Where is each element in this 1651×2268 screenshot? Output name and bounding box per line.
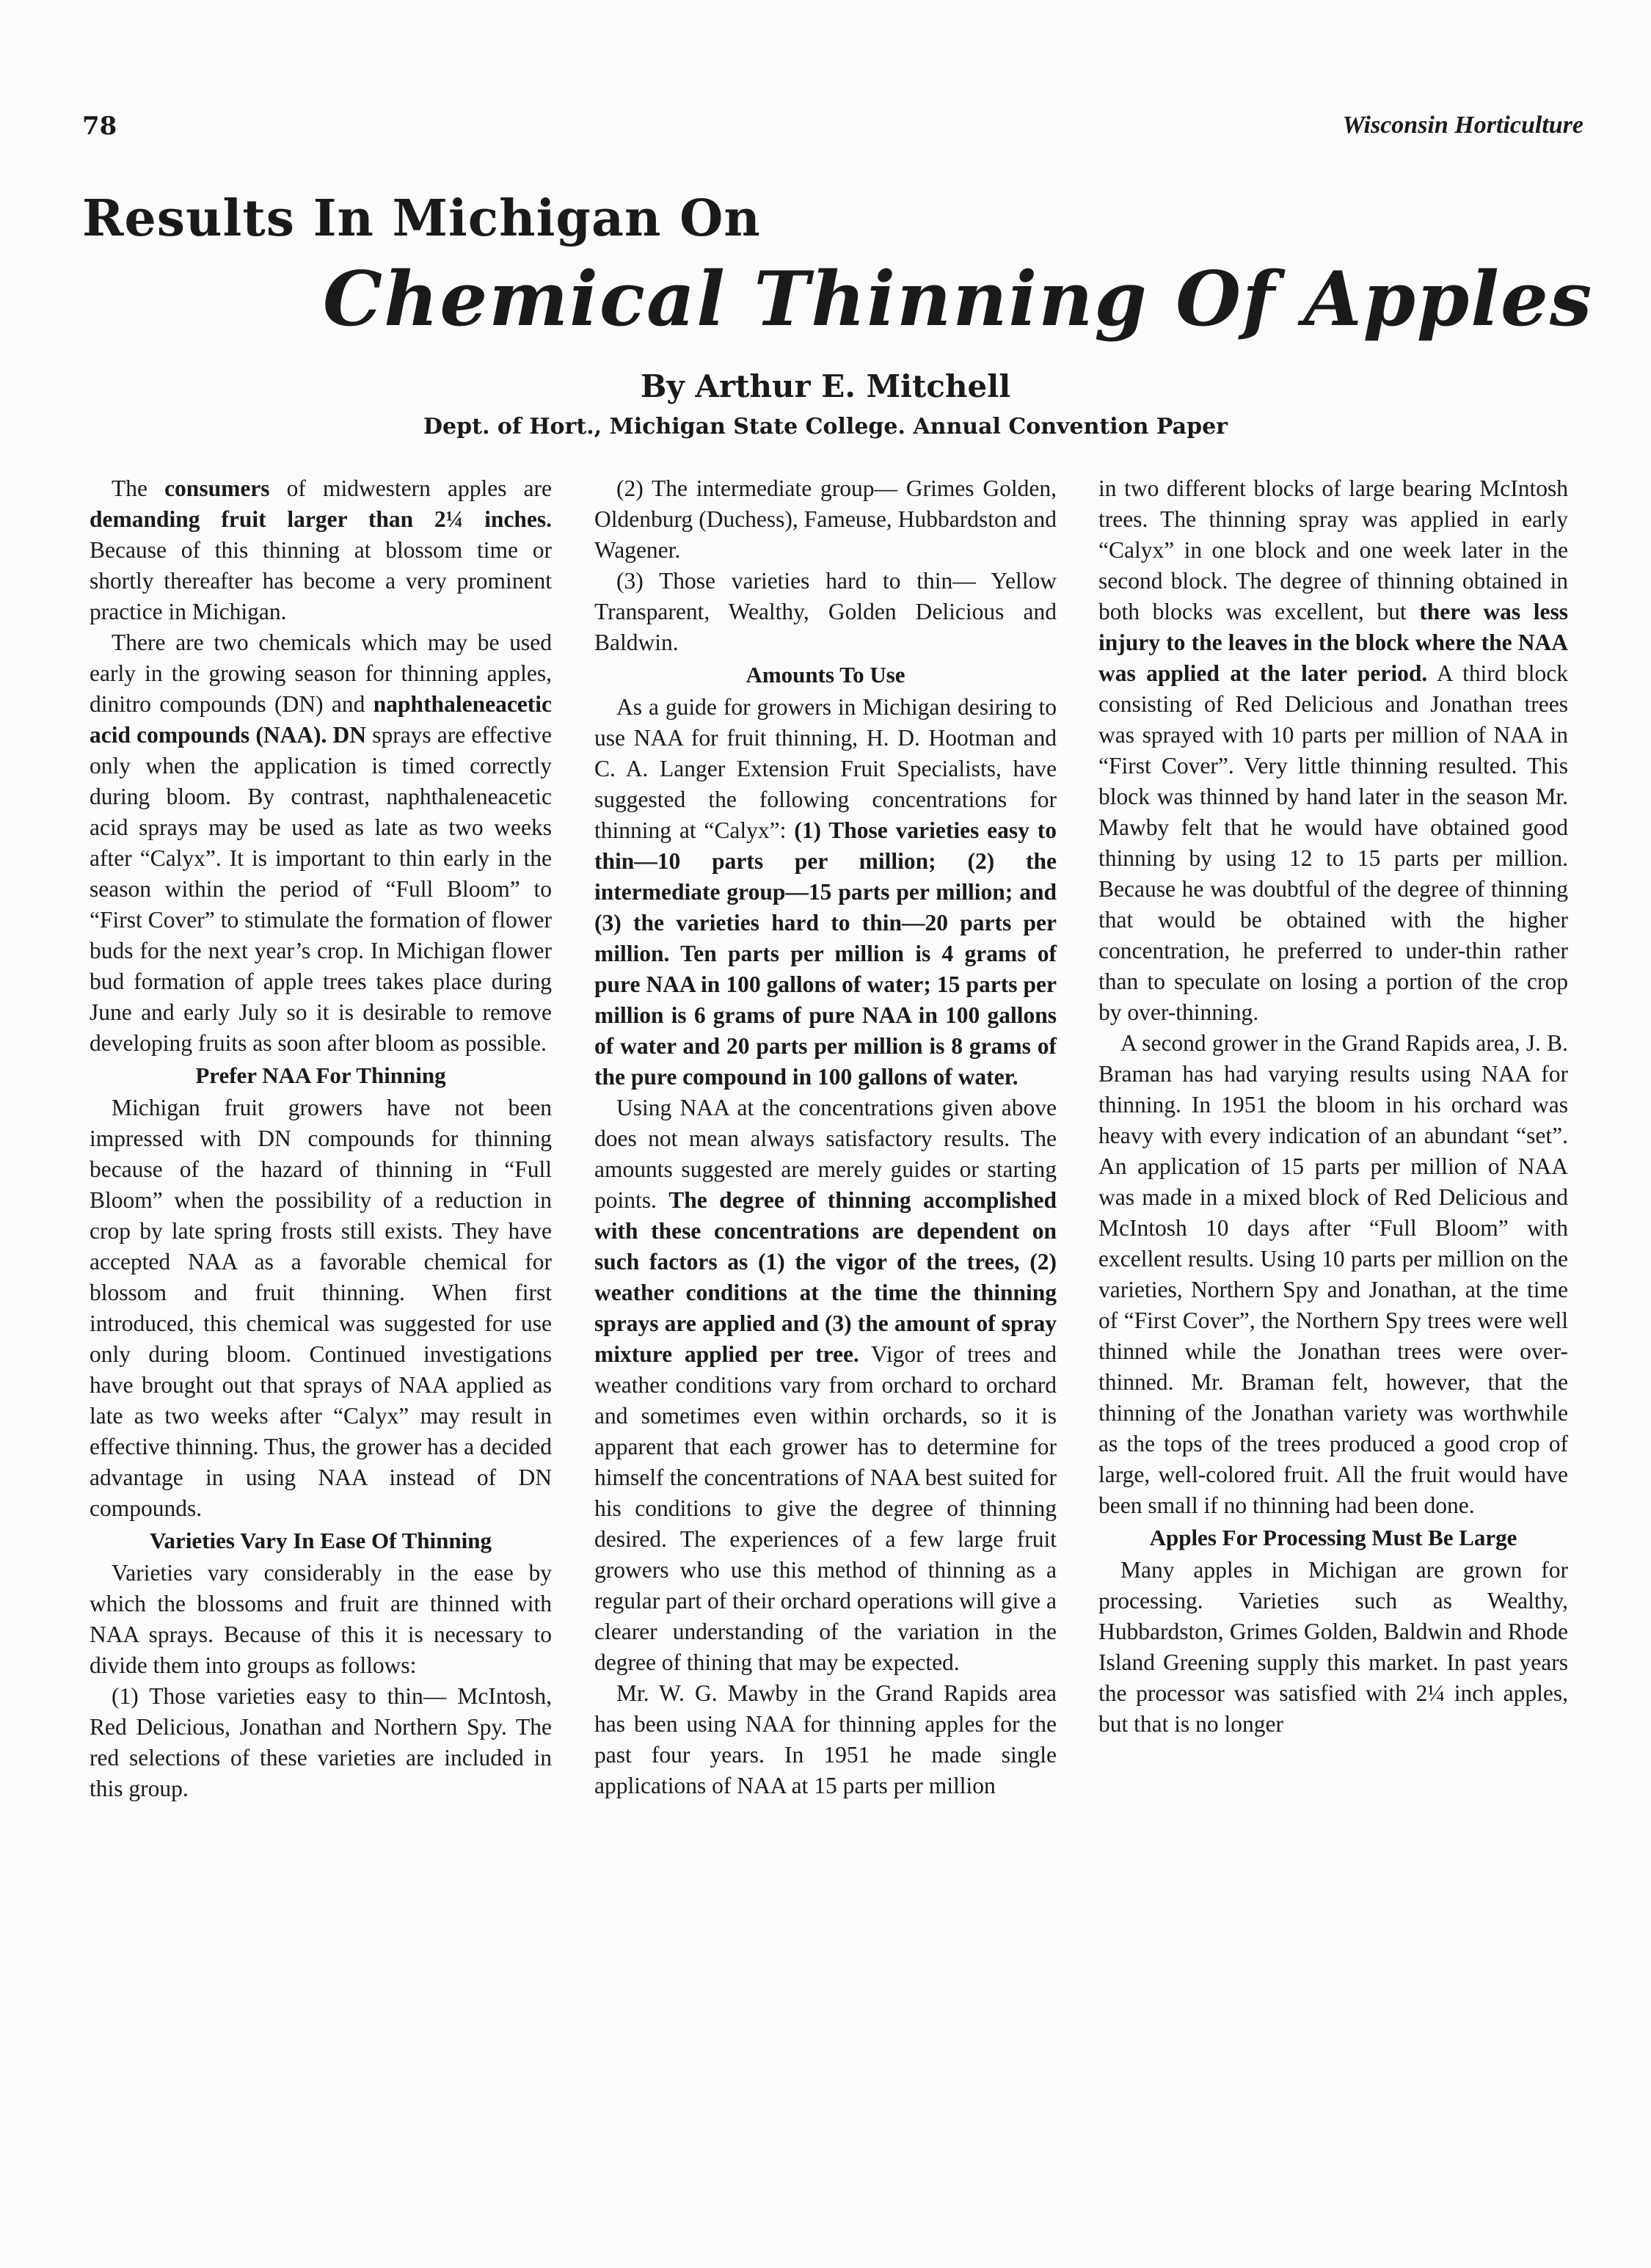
affiliation: Dept. of Hort., Michigan State College. Annual Convention Paper xyxy=(423,414,1228,440)
paragraph: Varieties vary considerably in the ease by which the blossoms and fruit are thinned with NAA sprays. Because of this it is necessary to divide them into groups as follows: xyxy=(90,1560,552,1678)
paragraph: As a guide for growers in Michigan desiring to use NAA for fruit thinning, H. D. Hootman and C. A. Langer Extension Fruit Specialists, have suggested the following concentrations for thinning at “Calyx”: (1) Those varieties easy to thin—10 parts per million; (2) the intermediate group—15 parts per million; and (3) the varieties hard to thin—20 parts per million. Ten parts per million is 4 grams of pure NAA in 100 gallons of water; 15 parts per million is 6 grams of pure NAA in 100 gallons of water and 20 parts per million is 8 grams of the pure compound in 100 gallons of water. xyxy=(594,694,1057,1090)
paragraph: Using NAA at the concentrations given above does not mean always satisfactory results. The amounts suggested are merely guides or starting points. The degree of thinning accomplished with these concentrations are dependent on such factors as (1) the vigor of the trees, (2) weather conditions at the time the thinning sprays are applied and (3) the amount of spray mixture applied per tree. Vigor of trees and weather conditions vary from orchard to orchard and sometimes even within orchards, so it is apparent that each grower has to determine for himself the concentrations of NAA best suited for his conditions to give the degree of thinning desired. The experiences of a few large fruit growers who use this method of thinning as a regular part of their orchard operations will give a clearer understanding of the variation in the degree of thining that may be expected. xyxy=(594,1095,1057,1675)
article-title-line-2: Chemical Thinning Of Apples xyxy=(323,255,1594,343)
paragraph: in two different blocks of large bearing McIntosh trees. The thinning spray was applied in early “Calyx” in one block and one week later in the second block. The degree of thinning obtained in both blocks was excellent, but there was less injury to the leaves in the block where the NAA was applied at the later period. A third block consisting of Red Delicious and Jonathan trees was sprayed with 10 parts per million of NAA in “First Cover”. Very little thinning resulted. This block was thinned by hand later in the season Mr. Mawby felt that he would have obtained good thinning by using 12 to 15 parts per million. Because he was doubtful of the degree of thinning that would be obtained with the higher concentration, he preferred to under-thin rather than to speculate on losing a portion of the crop by over-thinning. xyxy=(1098,475,1568,1025)
paragraph: (2) The intermediate group— Grimes Golden, Oldenburg (Duchess), Fameuse, Hubbardston and Wagener. xyxy=(594,475,1057,563)
paragraph: Many apples in Michigan are grown for processing. Varieties such as Wealthy, Hubbardston, Grimes Golden, Baldwin and Rhode Island Greening supply this market. In past years the processor was satisfied with 2¼ inch apples, but that is no longer xyxy=(1098,1557,1568,1737)
paragraph: There are two chemicals which may be used early in the growing season for thinning apples, dinitro compounds (DN) and naphthaleneacetic acid compounds (NAA). DN sprays are effective only when the application is timed correctly during bloom. By contrast, naphthaleneacetic acid sprays may be used as late as two weeks after “Calyx”. It is important to thin early in the season within the period of “Full Bloom” to “First Cover” to stimulate the formation of flower buds for the next year’s crop. In Michigan flower bud formation of apple trees takes place during June and early July so it is desirable to remove developing fruits as soon after bloom as possible. xyxy=(90,630,552,1056)
paragraph: A second grower in the Grand Rapids area, J. B. Braman has had varying results using NAA for thinning. In 1951 the bloom in his orchard was heavy with every indication of an abundant “set”. An application of 15 parts per million of NAA was made in a mixed block of Red Delicious and McIntosh 10 days after “Full Bloom” with excellent results. Using 10 parts per million on the varieties, Northern Spy and Jonathan, at the time of “First Cover”, the Northern Spy trees were well thinned while the Jonathan trees were over-thinned. Mr. Braman felt, however, that the thinning of the Jonathan variety was worthwhile as the tops of the trees produced a good crop of large, well-colored fruit. All the fruit would have been small if no thinning had been done. xyxy=(1098,1030,1568,1518)
section-heading: Varieties Vary In Ease Of Thinning xyxy=(150,1528,492,1553)
article-title-line-1: Results In Michigan On xyxy=(82,189,761,248)
paragraph: The consumers of midwestern apples are demanding fruit larger than 2¼ inches. Because of this thinning at blossom time or shortly thereafter has become a very prominent practice in Michigan. xyxy=(90,475,552,624)
running-head xyxy=(82,112,1583,148)
byline: By Arthur E. Mitchell xyxy=(640,368,1011,404)
paragraph: (1) Those varieties easy to thin— McIntosh, Red Delicious, Jonathan and Northern Spy. The red selections of these varieties are included in this group. xyxy=(90,1683,552,1801)
page-number: 78 xyxy=(82,112,117,141)
paragraph: (3) Those varieties hard to thin— Yellow Transparent, Wealthy, Golden Delicious and Baldwin. xyxy=(594,568,1057,655)
text-column-2 xyxy=(594,473,1057,1801)
section-heading: Prefer NAA For Thinning xyxy=(195,1062,446,1088)
journal-name: Wisconsin Horticulture xyxy=(1342,112,1583,139)
section-heading: Amounts To Use xyxy=(746,662,905,688)
section-heading: Apples For Processing Must Be Large xyxy=(1149,1525,1517,1550)
text-column-1 xyxy=(90,473,552,1804)
paragraph: Michigan fruit growers have not been impressed with DN compounds for thinning because of the hazard of thinning in “Full Bloom” when the possibility of a reduction in crop by late spring frosts still exists. They have accepted NAA as a favorable chemical for blossom and fruit thinning. When first introduced, this chemical was suggested for use only during bloom. Continued investigations have brought out that sprays of NAA applied as late as two weeks after “Calyx” may result in effective thinning. Thus, the grower has a decided advantage in using NAA instead of DN compounds. xyxy=(90,1095,552,1521)
text-column-3 xyxy=(1098,473,1568,1740)
paragraph: Mr. W. G. Mawby in the Grand Rapids area has been using NAA for thinning apples for the past four years. In 1951 he made single applications of NAA at 15 parts per million xyxy=(594,1680,1057,1798)
